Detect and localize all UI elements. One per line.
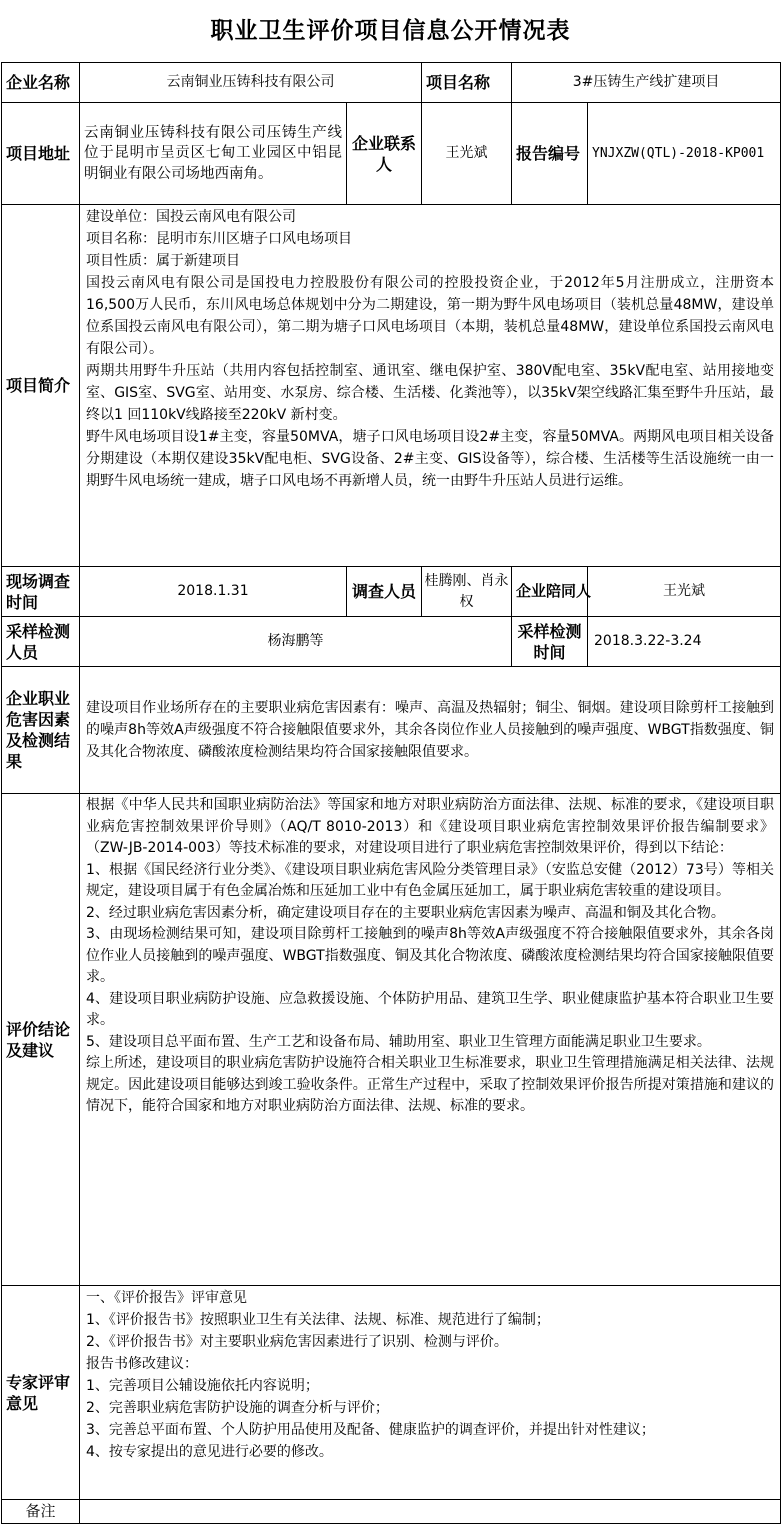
expert-paragraph: 1、完善项目公辅设施依托内容说明； <box>86 1378 319 1394</box>
value-survey-time: 2018.1.31 <box>80 567 347 617</box>
row-expert <box>2 1286 781 1500</box>
value-project-address: 云南铜业压铸科技有限公司压铸生产线位于昆明市呈贡区七甸工业园区中铝昆明铜业有限公司场地西南角。 <box>80 103 347 205</box>
conclusion-paragraph: 4、建设项目职业病防护设施、应急救援设施、个体防护用品、建筑卫生学、职业健康监护基本符合职业卫生要求。 <box>86 990 775 1028</box>
value-company-companion: 王光斌 <box>588 567 781 617</box>
hazard-paragraph: 建设项目作业场所存在的主要职业病危害因素有：噪声、高温及热辐射；铜尘、铜烟。建设项目除剪杆工接触到的噪声8h等效A声级强度不符合接触限值要求外，其余各岗位作业人员接触到的噪声强度、WBGT指数强度、铜及其化合物浓度、磷酸浓度检测结果均符合国家接触限值要求。 <box>86 700 775 760</box>
row-survey <box>2 567 781 617</box>
conclusion-paragraph: 1、根据《国民经济行业分类》、《建设项目职业病危害风险分类管理目录》（安监总安健（2012）73号）等相关规定，建设项目属于有色金属冶炼和压延加工业中有色金属压延加工，属于职业病危害较重的建设项目。 <box>86 861 775 899</box>
label-expert-opinion: 专家评审意见 <box>2 1286 80 1500</box>
label-project-intro: 项目简介 <box>2 205 80 567</box>
value-remarks <box>80 1500 781 1524</box>
row-intro <box>2 205 781 567</box>
row-company <box>2 63 781 103</box>
label-investigators: 调查人员 <box>347 567 422 617</box>
row-conclusion <box>2 794 781 1286</box>
conclusion-paragraph: 3、由现场检测结果可知，建设项目除剪杆工接触到的噪声8h等效A声级强度不符合接触限值要求外，其余各岗位作业人员接触到的噪声强度、WBGT指数强度、铜及其化合物浓度、磷酸浓度检测结果均符合国家接触限值要求。 <box>86 926 775 985</box>
label-survey-time: 现场调查时间 <box>2 567 80 617</box>
value-sampling-time: 2018.3.22-3.24 <box>588 617 781 667</box>
value-report-number: YNJXZW(QTL)-2018-KP001 <box>588 103 781 205</box>
expert-paragraph: 3、完善总平面布置、个人防护用品使用及配备、健康监护的调查评价，并提出针对性建议； <box>86 1422 655 1438</box>
label-company-companion: 企业陪同人 <box>512 567 588 617</box>
value-sampling-staff: 杨海鹏等 <box>80 617 512 667</box>
value-project-name: 3#压铸生产线扩建项目 <box>512 63 781 103</box>
expert-paragraph: 2、完善职业病危害防护设施的调查分析与评价； <box>86 1400 389 1416</box>
row-hazards <box>2 667 781 794</box>
conclusion-paragraph: 根据《中华人民共和国职业病防治法》等国家和地方对职业病防治方面法律、法规、标准的要求，《建设项目职业病危害控制效果评价导则》（AQ/T 8010-2013）和《建设项目职业病危害控制效果评价报告编制要求》（ZW-JB-2014-003）等技术标准的要求，对建设项目进行了职业病危害控制效果评价，得到以下结论： <box>86 797 775 856</box>
label-conclusion: 评价结论及建议 <box>2 794 80 1286</box>
row-remarks <box>2 1500 781 1524</box>
project-intro-text <box>80 205 781 567</box>
label-hazard-results: 企业职业危害因素及检测结果 <box>2 667 80 794</box>
intro-paragraph: 国投云南风电有限公司是国投电力控股股份有限公司的控股投资企业，于2012年5月注册成立，注册资本16,500万人民币，东川风电场总体规划中分为二期建设，第一期为野牛风电场项目（装机总量48MW，建设单位系国投云南风电有限公司），第二期为塘子口风电场项目（本期，装机总量48MW，建设单位系国投云南风电有限公司）。 <box>86 275 775 357</box>
expert-paragraph: 4、按专家提出的意见进行必要的修改。 <box>86 1444 333 1460</box>
expert-paragraph: 2、《评价报告书》对主要职业病危害因素进行了识别、检测与评价。 <box>86 1334 508 1350</box>
intro-paragraph: 项目名称：昆明市东川区塘子口风电场项目 <box>86 231 352 247</box>
label-report-number: 报告编号 <box>512 103 588 205</box>
conclusion-paragraph: 2、经过职业病危害因素分析，确定建设项目存在的主要职业病危害因素为噪声、高温和铜及其化合物。 <box>86 904 725 921</box>
conclusion-paragraph: 5、建设项目总平面布置、生产工艺和设备布局、辅助用室、职业卫生管理方面能满足职业卫生要求。 <box>86 1033 711 1050</box>
expert-opinion-text <box>80 1286 781 1500</box>
expert-paragraph: 1、《评价报告书》按照职业卫生有关法律、法规、标准、规范进行了编制； <box>86 1312 550 1328</box>
value-company-name: 云南铜业压铸科技有限公司 <box>80 63 422 103</box>
label-project-name: 项目名称 <box>422 63 512 103</box>
row-sampling <box>2 617 781 667</box>
label-sampling-staff: 采样检测人员 <box>2 617 80 667</box>
label-remarks: 备注 <box>2 1500 80 1524</box>
value-company-contact: 王光斌 <box>422 103 512 205</box>
label-project-address: 项目地址 <box>2 103 80 205</box>
expert-paragraph: 一、《评价报告》评审意见 <box>86 1290 247 1306</box>
hazard-results-text <box>80 667 781 794</box>
label-company-name: 企业名称 <box>2 63 80 103</box>
row-address <box>2 103 781 205</box>
info-table <box>1 62 781 1524</box>
conclusion-paragraph: 综上所述，建设项目的职业病危害防护设施符合相关职业卫生标准要求，职业卫生管理措施满足相关法律、法规规定。因此建设项目能够达到竣工验收条件。正常生产过程中，采取了控制效果评价报告所提对策措施和建议的情况下，能符合国家和地方对职业病防治方面法律、法规、标准的要求。 <box>86 1055 775 1114</box>
expert-paragraph: 报告书修改建议： <box>86 1356 198 1372</box>
intro-paragraph: 野牛风电场项目设1#主变，容量50MVA，塘子口风电场项目设2#主变，容量50MVA。两期风电项目相关设备分期建设（本期仅建设35kV配电柜、SVG设备、2#主变、GIS设备等），综合楼、生活楼等生活设施统一由一期野牛风电场统一建成，塘子口风电场不再新增人员，统一由野牛升压站人员进行运维。 <box>86 429 775 489</box>
intro-paragraph: 建设单位：国投云南风电有限公司 <box>86 209 296 225</box>
value-investigators: 桂腾刚、肖永权 <box>422 567 512 617</box>
intro-paragraph: 项目性质：属于新建项目 <box>86 253 240 269</box>
label-company-contact: 企业联系人 <box>347 103 422 205</box>
label-sampling-time: 采样检测时间 <box>512 617 588 667</box>
intro-paragraph: 两期共用野牛升压站（共用内容包括控制室、通讯室、继电保护室、380V配电室、35kV配电室、站用接地变室、GIS室、SVG室、站用变、水泵房、综合楼、生活楼、化粪池等），以35kV架空线路汇集至野牛升压站，最终以1 回110kV线路接至220kV 新村变。 <box>86 363 775 423</box>
conclusion-text <box>80 794 781 1286</box>
page-title: 职业卫生评价项目信息公开情况表 <box>210 18 571 44</box>
